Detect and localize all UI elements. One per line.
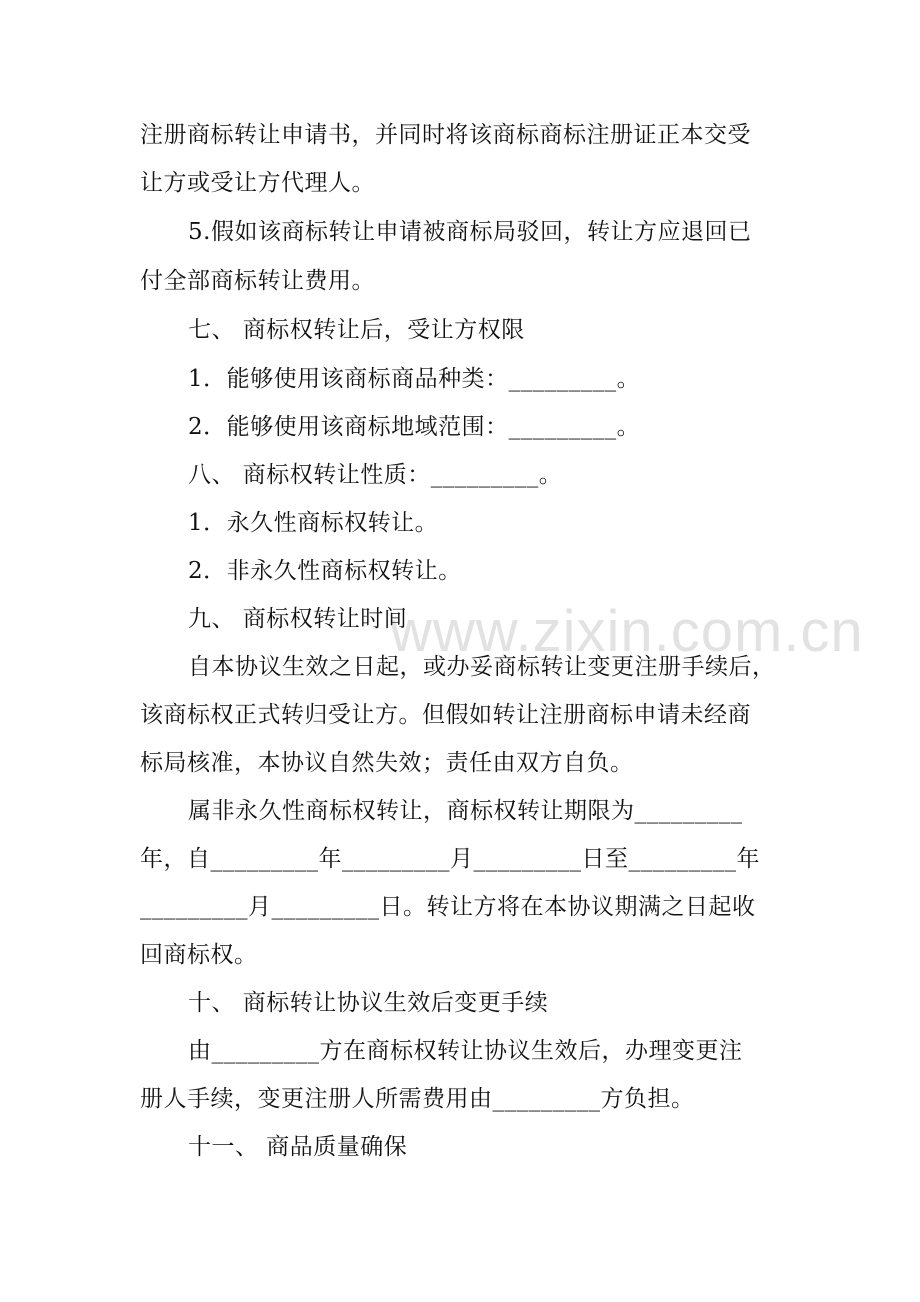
text-line: _________月_________日。转让方将在本协议期满之日起收 [140,894,756,920]
text-line: 自本协议生效之日起，或办妥商标转让变更注册手续后， [188,654,776,680]
text-line: 2．非永久性商标权转让。 [188,558,462,584]
text-line: 属非永久性商标权转让，商标权转让期限为_________ [188,798,743,824]
section-heading: 七、 商标权转让后，受让方权限 [188,317,525,343]
section-heading: 十一、 商品质量确保 [188,1134,408,1160]
section-heading: 十、 商标转让协议生效后变更手续 [188,990,549,1016]
text-line: 2．能够使用该商标地域范围：_________。 [188,414,641,440]
text-line: 标局核准，本协议自然失效；责任由双方自负。 [140,750,634,776]
text-line: 年，自_________年_________月_________日至_________年 [140,846,760,872]
section-heading: 八、 商标权转让性质：_________。 [188,462,563,488]
text-line: 付全部商标转让费用。 [140,268,375,294]
watermark: www.zixin.com.cn [390,599,864,664]
section-heading: 九、 商标权转让时间 [188,606,408,632]
text-line: 1．能够使用该商标商品种类：_________。 [188,366,641,392]
text-line: 回商标权。 [140,942,258,968]
text-line: 册人手续，变更注册人所需费用由_________方负担。 [140,1086,695,1112]
text-line: 5.假如该商标转让申请被商标局驳回，转让方应退回已 [188,219,752,245]
text-line: 该商标权正式转归受让方。但假如转让注册商标申请未经商 [140,702,751,728]
text-line: 由_________方在商标权转让协议生效后，办理变更注 [188,1038,743,1064]
text-line: 让方或受让方代理人。 [140,170,375,196]
text-line: 注册商标转让申请书，并同时将该商标商标注册证正本交受 [140,122,751,148]
text-line: 1．永久性商标权转让。 [188,510,439,536]
